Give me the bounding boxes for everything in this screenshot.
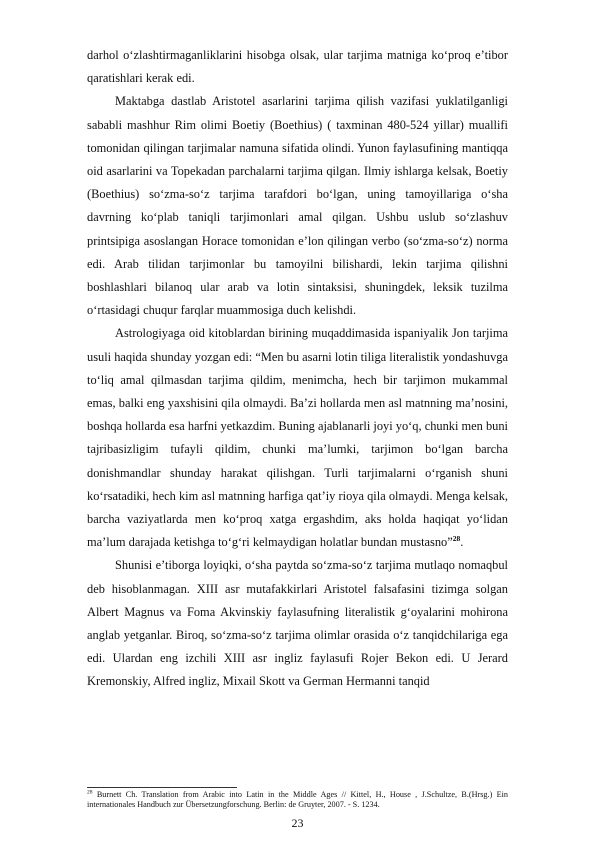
quote-text: Astrologiyaga oid kitoblardan birining muqaddimasida ispaniyalik Jon tarjima usuli haqida shunday yozgan edi: “Men bu asarni lotin tiliga literalistik yondashuvga to‘liq amal qilmasdan tarjima qildim, menimcha, hech bir tarjimon mukammal emas, balki eng yaxshisini qila olmaydi. Ba’zi hollarda men asl matnning ma’nosini, boshqa hollarda esa harfni yetkazdim. Buning ajablanarli joyi yo‘q, chunki men buni tajribasizligim tufayli qildim, chunki ma’lumki, tarjimon bo‘lgan barcha donishmandlar shunday harakat qilishgan. Turli tarjimalarni o‘rganish shuni ko‘rsatadiki, hech kim asl matnning harfiga qat’iy rioya qila olmaydi. Menga kelsak, barcha vaziyatlarda men ko‘proq xatga ergashdim, aks holda haqiqat yo‘lidan ma’lum darajada ketishga to‘g‘ri kelmaydigan holatlar bundan mustasno”: [87, 326, 508, 550]
footnote: [87, 790, 508, 811]
body-text: [87, 44, 508, 694]
paragraph-continued: darhol o‘zlashtirmaganliklarini hisobga olsak, ular tarjima matniga ko‘proq e’tibor qaratishlari kerak edi.: [87, 48, 508, 86]
paragraph-quote: [87, 322, 508, 554]
page-number: 23: [291, 816, 304, 830]
footnote-divider: [87, 787, 237, 788]
footnote-marker: 28: [87, 789, 93, 796]
paragraph-literal-translation: Shunisi e’tiborga loyiqki, o‘sha paytda so‘zma-so‘z tarjima mutlaqo nomaqbul deb hisoblanmagan. XIII asr mutafakkirlari Aristotel falsafasini tizimga solgan Albert Magnus va Foma Akvinskiy faylasufning literalistik g‘oyalarini mohirona anglab yetganlar. Biroq, so‘zma-so‘z tarjima olimlar orasida o‘z tanqidchilariga ega edi. Ulardan eng izchili XIII asr ingliz faylasufi Rojer Bekon edi. U Jerard Kremonskiy, Alfred ingliz, Mixail Skott va German Hermanni tanqid: [87, 558, 508, 689]
footnote-text: Burnett Ch. Translation from Arabic into Latin in the Middle Ages // Kittel, H., House , J.Schultze, B.(Hrsg.) Ein internationales Handbuch zur Übersetzungforschung. Berlin: de Gruyter, 2007. - S. 1234.: [87, 790, 509, 810]
paragraph-boetiy: Maktabga dastlab Aristotel asarlarini tarjima qilish vazifasi yuklatilganligi sababli mashhur Rim olimi Boetiy (Boethius) ( taxminan 480-524 yillar) muallifi tomonidan qilingan tarjimalar namuna sifatida olindi. Yunon faylasufining mantiqqa oid asarlarini va Topekadan parchalarni tarjima qilgan. Ilmiy ishlarga kelsak, Boetiy (Boethius) so‘zma-so‘z tarjima tarafdori bo‘lgan, uning tamoyillariga o‘sha davrning ko‘plab taniqli tarjimonlari amal qilgan. Ushbu uslub so‘zlashuv printsipiga asoslangan Horace tomonidan e’lon qilingan verbo (so‘zma-so‘z) norma edi. Arab tilidan tarjimonlar bu tamoyilni bilishardi, lekin tarjima qilishni boshlashlari bilanoq ular arab va lotin sintaksisi, shuningdek, leksik tuzilma o‘rtasidagi chuqur farqlar muammosiga duch kelishdi.: [87, 94, 508, 318]
closing-punctuation: .: [460, 535, 464, 550]
footnote-reference[interactable]: 28: [452, 534, 461, 544]
